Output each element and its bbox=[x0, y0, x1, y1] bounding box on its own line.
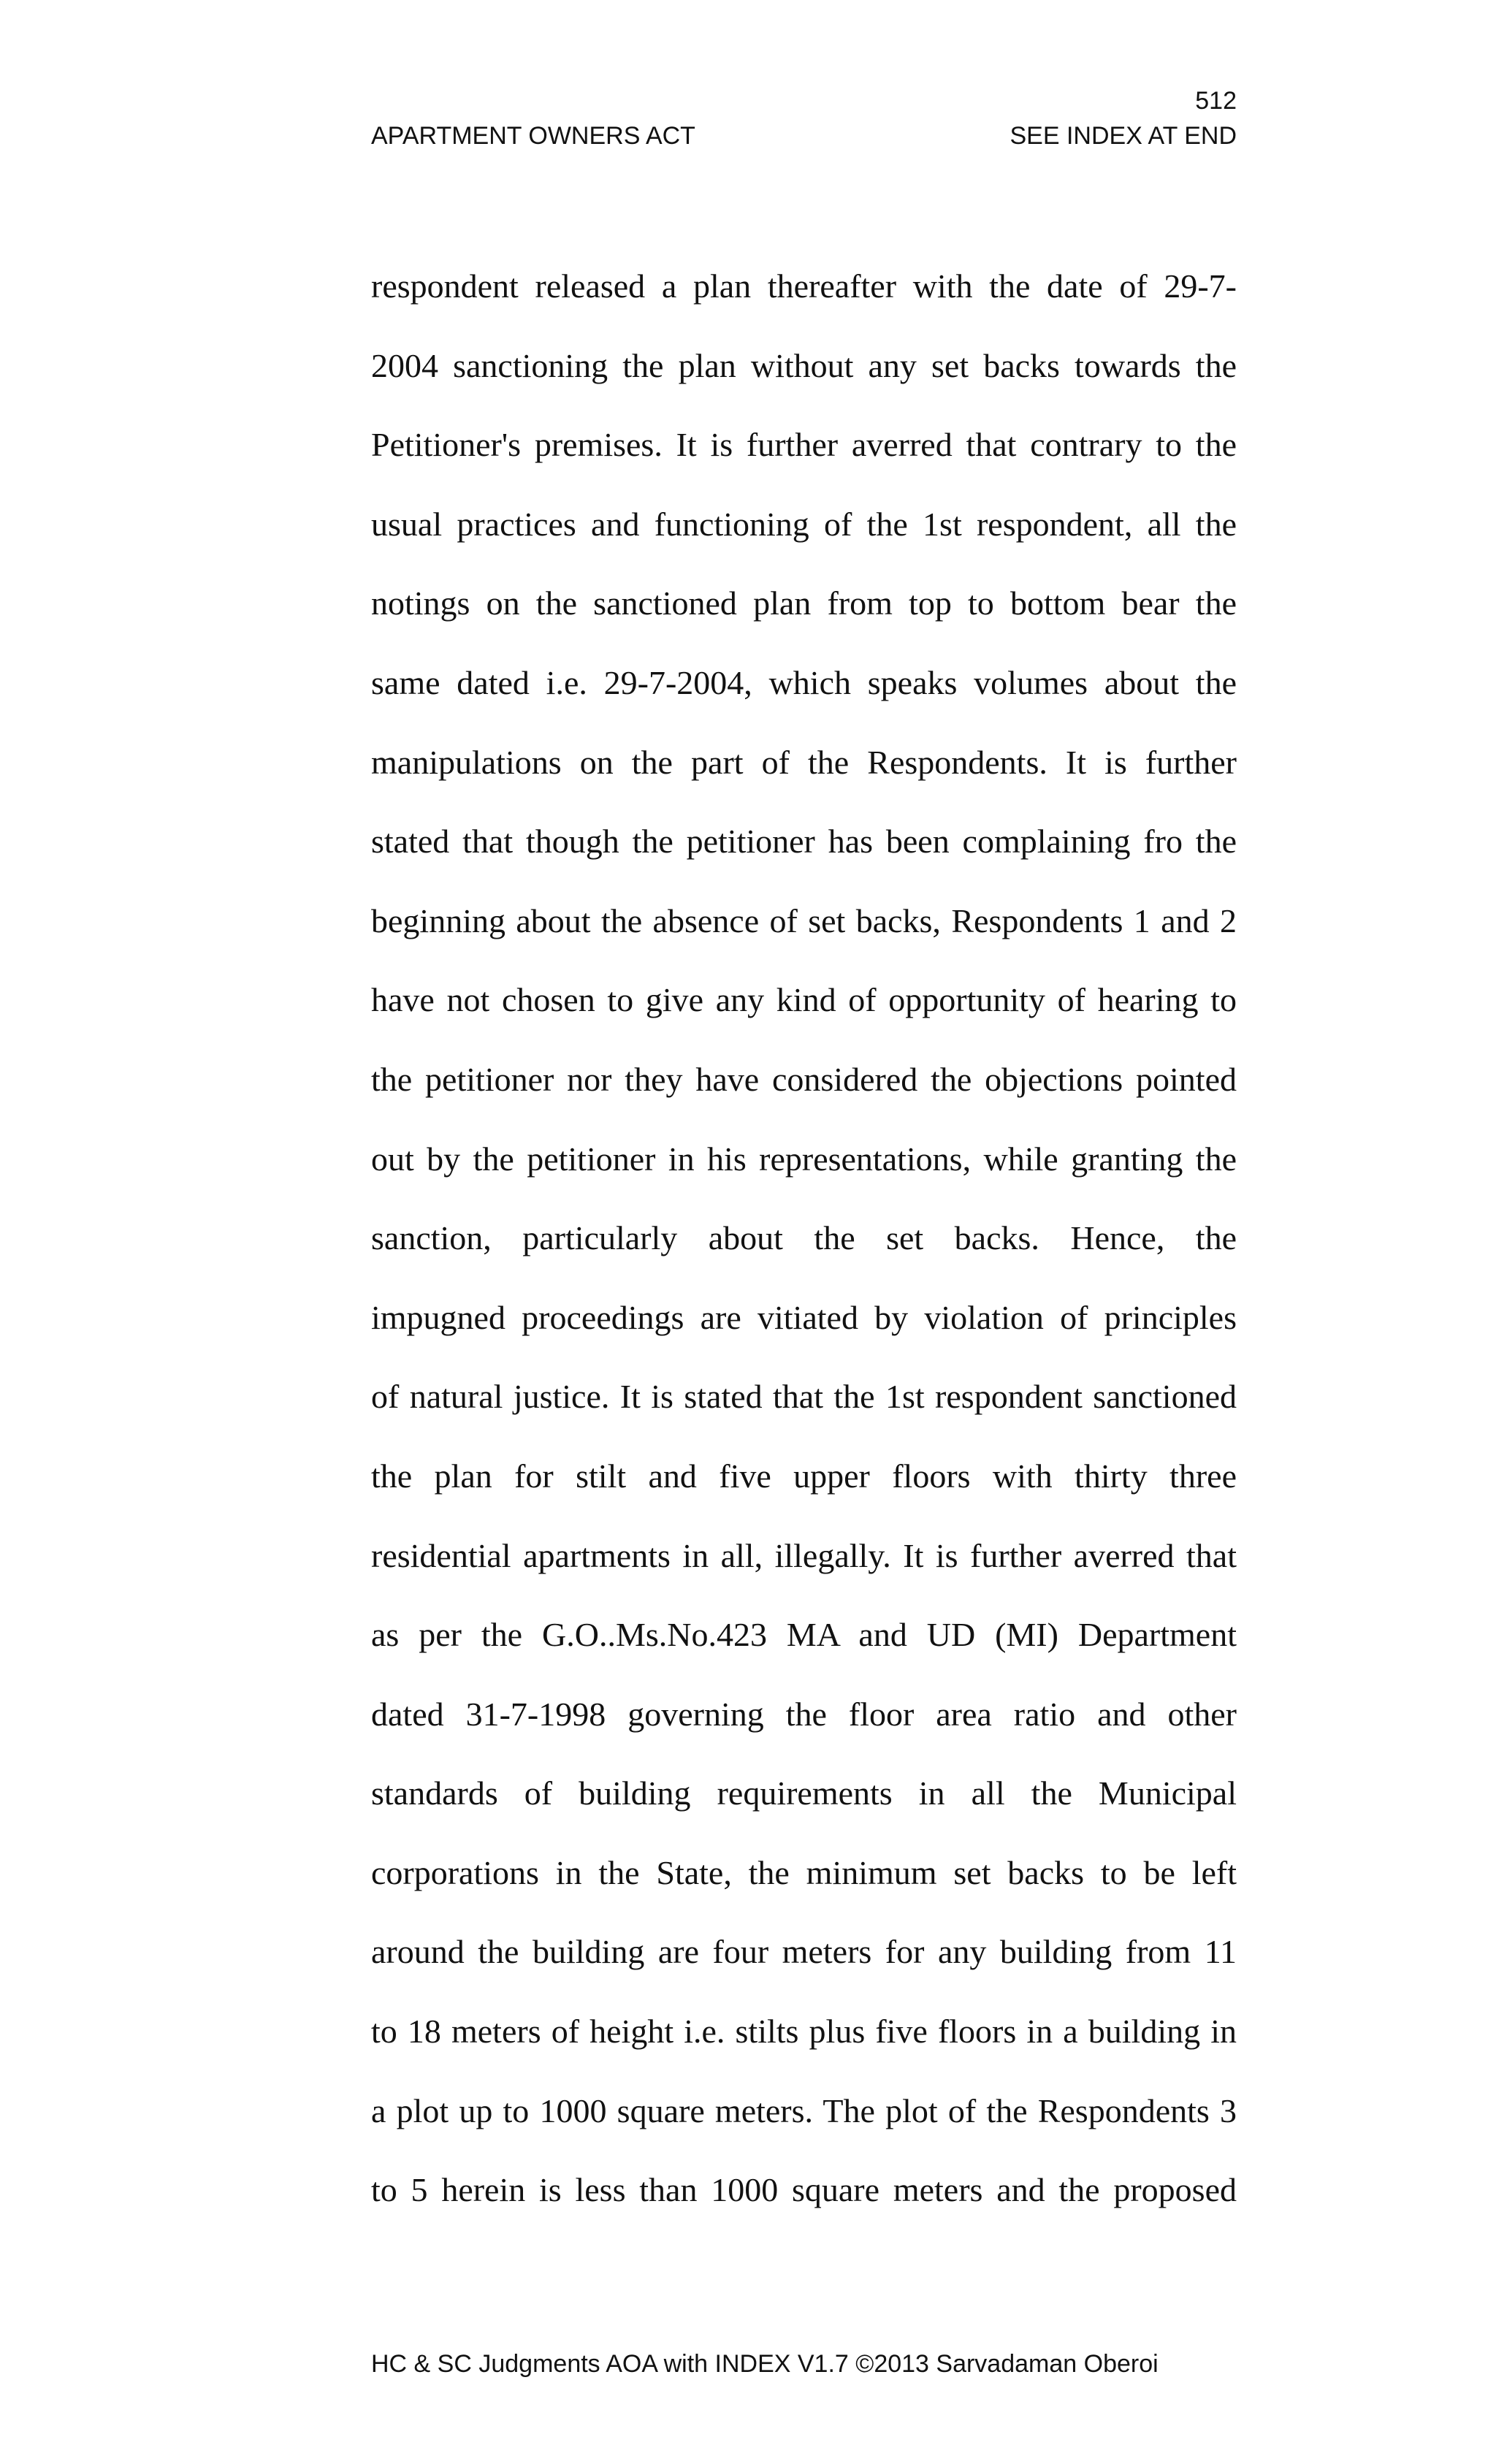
text-line: standards of building requirements in all the Municipal bbox=[371, 1774, 1237, 1812]
text-line: impugned proceedings are vitiated by violation of principles bbox=[371, 1298, 1237, 1336]
text-line: dated 31-7-1998 governing the floor area ratio and other bbox=[371, 1695, 1237, 1733]
body-text bbox=[371, 259, 1237, 2242]
text-line: same dated i.e. 29-7-2004, which speaks volumes about the bbox=[371, 663, 1237, 701]
text-line: of natural justice. It is stated that the 1st respondent sanctioned bbox=[371, 1378, 1237, 1416]
text-line: around the building are four meters for any building from 11 bbox=[371, 1933, 1237, 1971]
running-header bbox=[371, 121, 1237, 150]
text-line: sanction, particularly about the set backs. Hence, the bbox=[371, 1219, 1237, 1257]
text-line: manipulations on the part of the Respondents. It is further bbox=[371, 743, 1237, 781]
header-title: APARTMENT OWNERS ACT bbox=[371, 122, 695, 150]
text-line: as per the G.O..Ms.No.423 MA and UD (MI) Department bbox=[371, 1616, 1237, 1654]
text-line: to 5 herein is less than 1000 square meters and the proposed bbox=[371, 2171, 1237, 2209]
page-number: 512 bbox=[1195, 87, 1237, 115]
text-line: corporations in the State, the minimum set backs to be left bbox=[371, 1853, 1237, 1891]
text-line: stated that though the petitioner has been complaining fro the bbox=[371, 823, 1237, 861]
footer-copyright: HC & SC Judgments AOA with INDEX V1.7 ©2013 Sarvadaman Oberoi bbox=[371, 2350, 1159, 2378]
text-line: respondent released a plan thereafter with the date of 29-7- bbox=[371, 267, 1237, 305]
header-index-note: SEE INDEX AT END bbox=[1010, 122, 1237, 150]
text-line: have not chosen to give any kind of opportunity of hearing to bbox=[371, 981, 1237, 1019]
text-line: 2004 sanctioning the plan without any set backs towards the bbox=[371, 346, 1237, 384]
text-line: Petitioner's premises. It is further averred that contrary to the bbox=[371, 426, 1237, 464]
text-line: notings on the sanctioned plan from top to bottom bear the bbox=[371, 584, 1237, 622]
text-line: beginning about the absence of set backs, Respondents 1 and 2 bbox=[371, 901, 1237, 939]
text-line: the petitioner nor they have considered the objections pointed bbox=[371, 1060, 1237, 1098]
text-line: out by the petitioner in his representations, while granting the bbox=[371, 1140, 1237, 1178]
text-line: the plan for stilt and five upper floors with thirty three bbox=[371, 1457, 1237, 1495]
text-line: to 18 meters of height i.e. stilts plus five floors in a building in bbox=[371, 2013, 1237, 2051]
text-line: residential apartments in all, illegally. It is further averred that bbox=[371, 1536, 1237, 1574]
text-line: usual practices and functioning of the 1st respondent, all the bbox=[371, 505, 1237, 543]
text-line: a plot up to 1000 square meters. The plot of the Respondents 3 bbox=[371, 2091, 1237, 2129]
